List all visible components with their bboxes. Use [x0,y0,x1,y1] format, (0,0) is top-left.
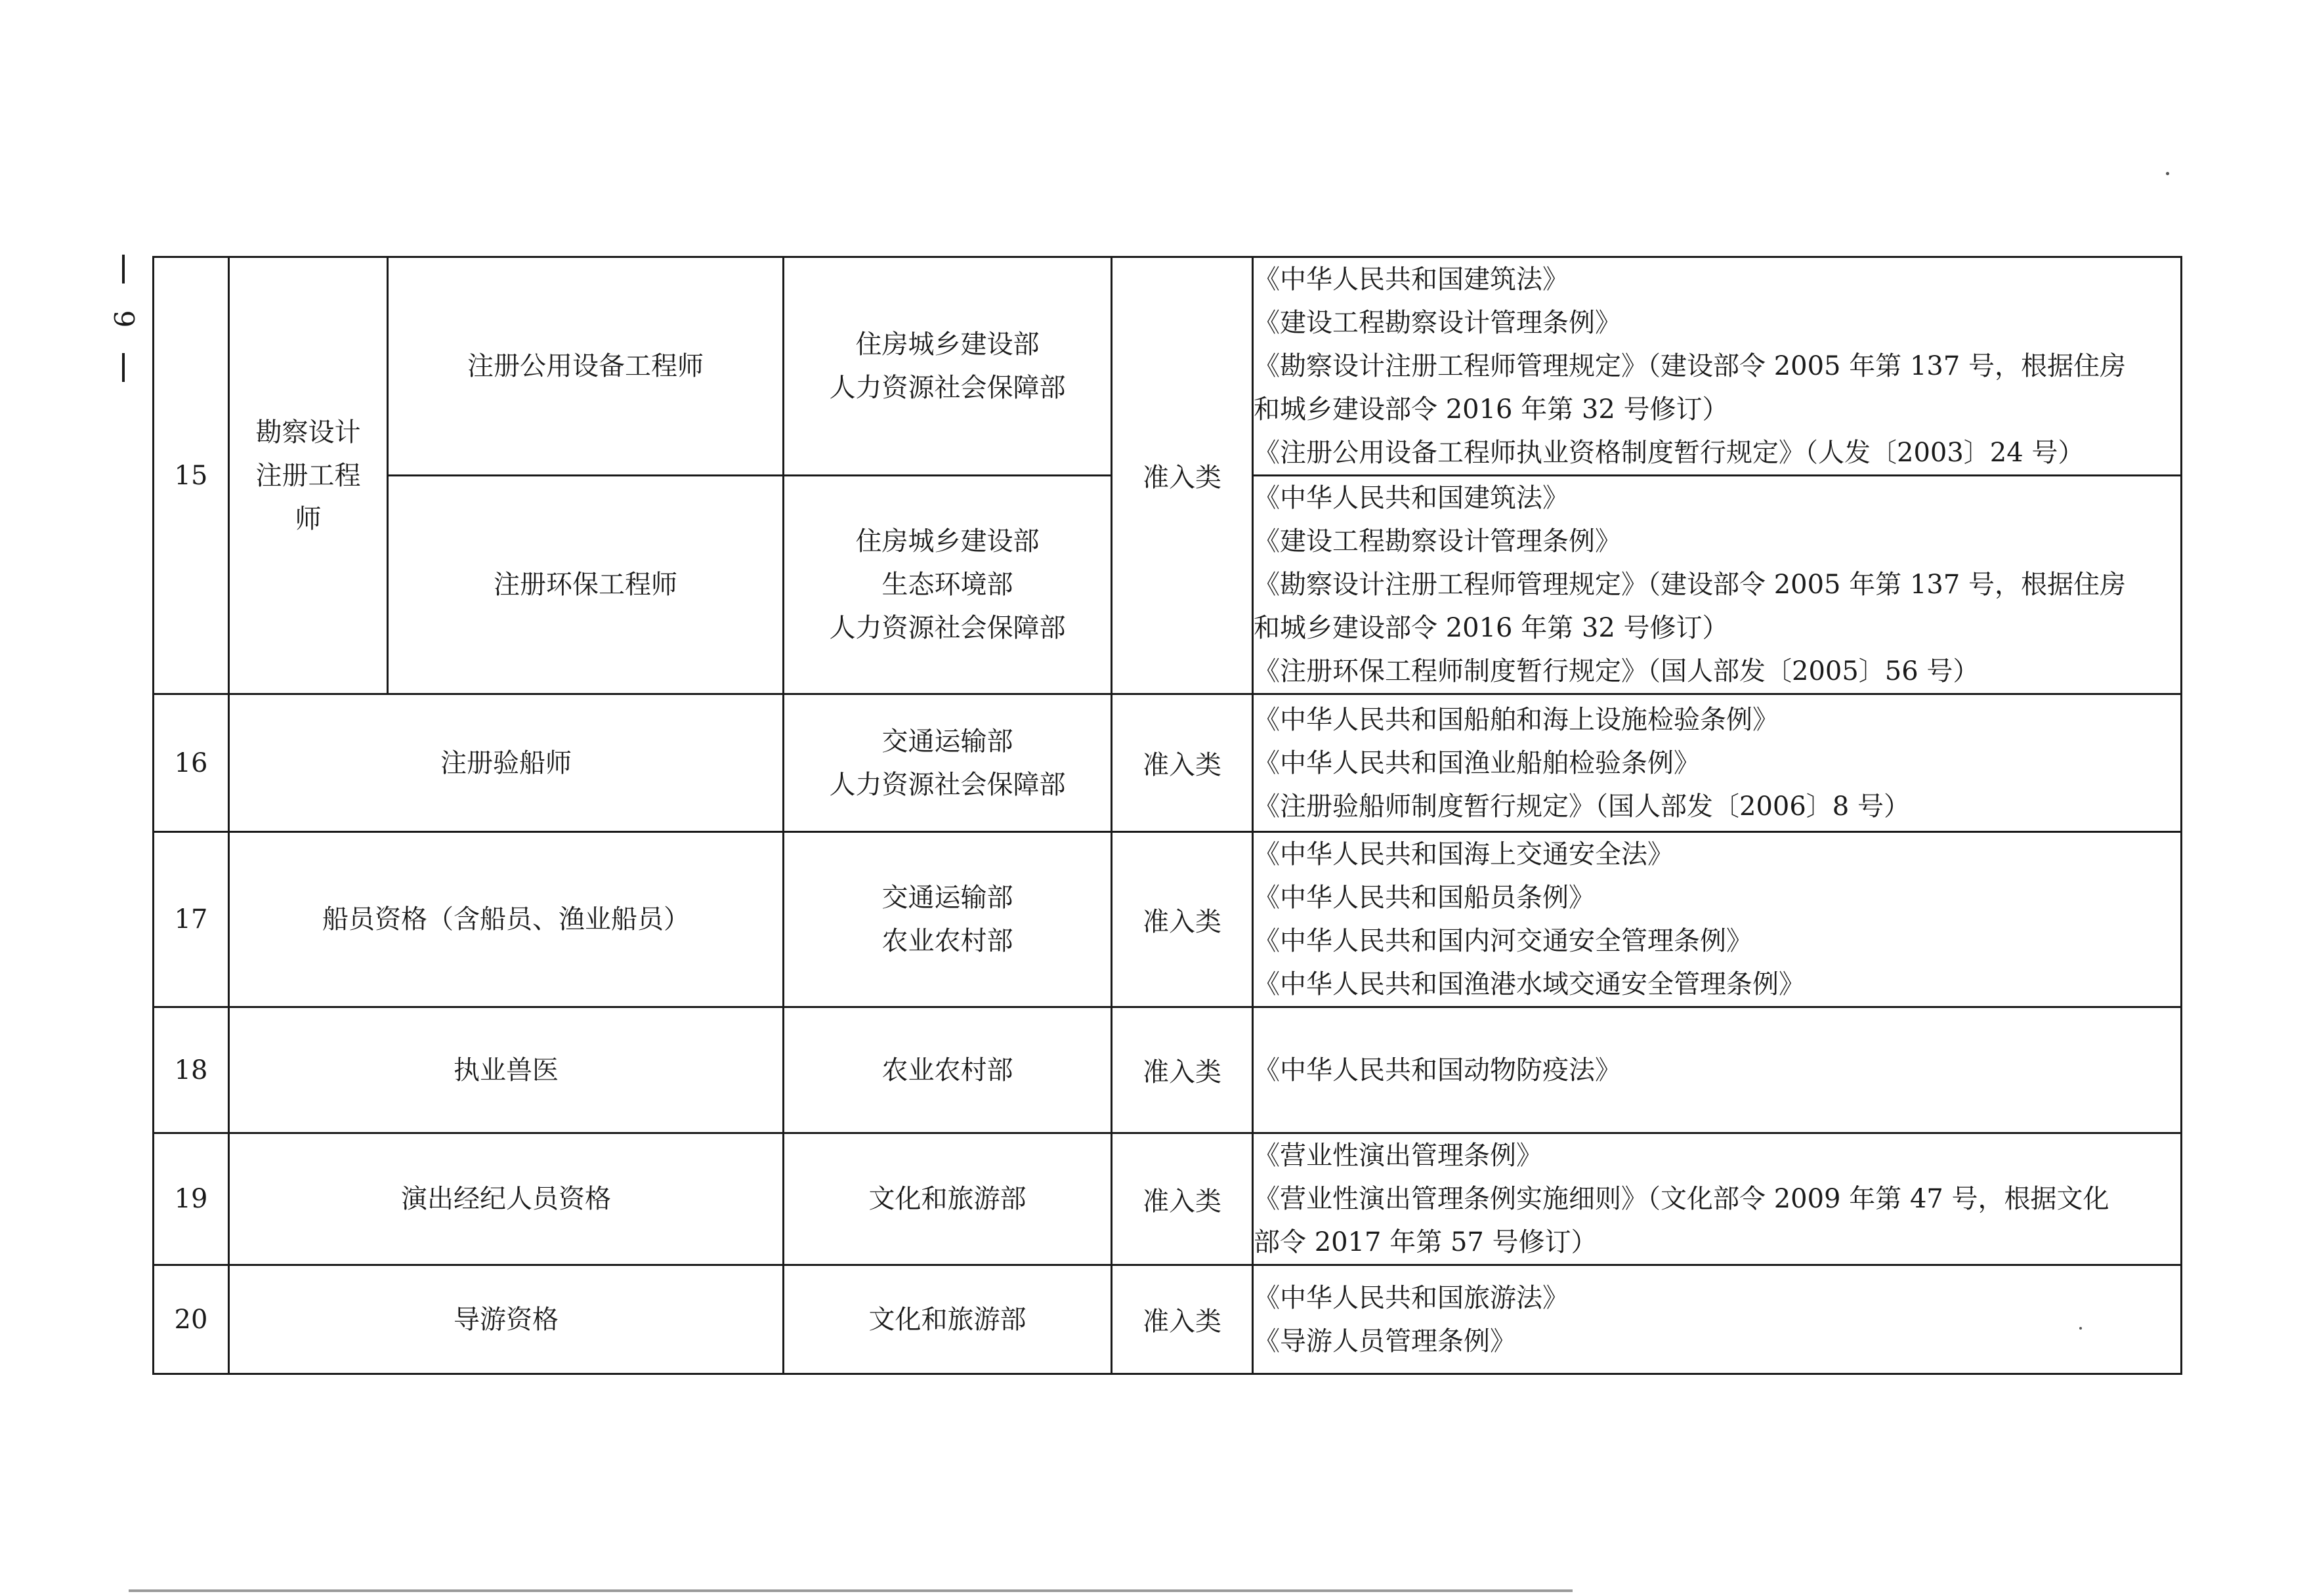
page-number-value: 9 [108,310,140,328]
basis-line: 《中华人民共和国建筑法》 [1254,264,1569,295]
scan-edge-line [129,1589,1573,1592]
basis-line: 《中华人民共和国渔港水域交通安全管理条例》 [1254,969,1805,999]
basis-cell [1253,1133,2182,1265]
basis-line: 《中华人民共和国船员条例》 [1254,883,1595,913]
basis-line: 《注册验船师制度暂行规定》（国人部发〔2006〕8 号） [1254,791,1910,822]
row-number: 19 [154,1133,229,1265]
qualification-name: 注册验船师 [229,694,784,832]
page-number-dash-top [122,255,125,284]
basis-cell [1253,694,2182,832]
qualification-name: 导游资格 [229,1265,784,1374]
qualification-type: 准入类 [1112,1133,1253,1265]
department-cell [784,1007,1112,1133]
department: 人力资源社会保障部 [829,613,1066,643]
department: 文化和旅游部 [868,1304,1027,1335]
scan-speck [2166,172,2169,175]
qualification-type: 准入类 [1112,257,1253,694]
department: 生态环境部 [881,570,1013,600]
department-cell [784,1133,1112,1265]
department: 农业农村部 [881,926,1013,956]
basis-line: 《导游人员管理条例》 [1254,1326,1516,1356]
table-row [154,1265,2182,1374]
basis-line: 部令 2017 年第 57 号修订） [1254,1227,1598,1257]
basis-line: 《中华人民共和国内河交通安全管理条例》 [1254,926,1752,956]
department: 住房城乡建设部 [855,329,1040,360]
basis-line: 《注册公用设备工程师执业资格制度暂行规定》（人发〔2003〕24 号） [1254,438,2085,468]
category-line: 注册工程 [255,460,361,491]
qualification-type: 准入类 [1112,832,1253,1007]
basis-cell [1253,832,2182,1007]
qualification-name: 执业兽医 [229,1007,784,1133]
department: 文化和旅游部 [868,1184,1027,1214]
basis-line: 和城乡建设部令 2016 年第 32 号修订） [1254,394,1729,425]
basis-cell [1253,257,2182,476]
basis-line: 《注册环保工程师制度暂行规定》（国人部发〔2005〕56 号） [1254,656,1980,686]
department-cell [784,257,1112,476]
qualification-name: 注册公用设备工程师 [388,257,784,476]
category-name [229,257,388,694]
row-number: 15 [154,257,229,694]
page-number [104,255,143,386]
basis-cell [1253,1007,2182,1133]
qualification-type: 准入类 [1112,1265,1253,1374]
basis-line: 和城乡建设部令 2016 年第 32 号修订） [1254,613,1729,643]
table-row [154,1133,2182,1265]
basis-line: 《勘察设计注册工程师管理规定》（建设部令 2005 年第 137 号，根据住房 [1254,351,2127,381]
page-number-dash-bottom [122,353,125,382]
basis-cell [1253,476,2182,694]
department: 交通运输部 [881,883,1013,913]
table-row [154,832,2182,1007]
department-cell [784,1265,1112,1374]
department: 住房城乡建设部 [855,526,1040,556]
qualification-name: 注册环保工程师 [388,476,784,694]
basis-line: 《建设工程勘察设计管理条例》 [1254,308,1621,338]
scan-speck [2079,1327,2082,1330]
table-row [154,694,2182,832]
row-number: 17 [154,832,229,1007]
basis-line: 《中华人民共和国海上交通安全法》 [1254,839,1674,870]
department-cell [784,694,1112,832]
row-number: 18 [154,1007,229,1133]
row-number: 16 [154,694,229,832]
department-cell [784,832,1112,1007]
row-number: 20 [154,1265,229,1374]
basis-line: 《中华人民共和国动物防疫法》 [1254,1055,1621,1085]
basis-line: 《营业性演出管理条例实施细则》（文化部令 2009 年第 47 号，根据文化 [1254,1184,2109,1214]
department: 农业农村部 [881,1055,1013,1085]
qualification-name: 演出经纪人员资格 [229,1133,784,1265]
table-row [154,1007,2182,1133]
category-line: 勘察设计 [255,417,361,448]
basis-line: 《营业性演出管理条例》 [1254,1141,1542,1171]
department: 人力资源社会保障部 [829,373,1066,403]
department-cell [784,476,1112,694]
department: 人力资源社会保障部 [829,769,1066,800]
department: 交通运输部 [881,726,1013,757]
basis-cell [1253,1265,2182,1374]
qualification-name: 船员资格（含船员、渔业船员） [229,832,784,1007]
category-line: 师 [295,503,322,534]
basis-line: 《中华人民共和国建筑法》 [1254,483,1569,513]
basis-line: 《中华人民共和国船舶和海上设施检验条例》 [1254,704,1779,735]
qualification-type: 准入类 [1112,1007,1253,1133]
qualification-type: 准入类 [1112,694,1253,832]
basis-line: 《勘察设计注册工程师管理规定》（建设部令 2005 年第 137 号，根据住房 [1254,570,2127,600]
basis-line: 《中华人民共和国渔业船舶检验条例》 [1254,747,1700,778]
qualification-table [152,256,2182,1375]
table-row [154,257,2182,476]
basis-line: 《中华人民共和国旅游法》 [1254,1282,1569,1313]
basis-line: 《建设工程勘察设计管理条例》 [1254,526,1621,556]
